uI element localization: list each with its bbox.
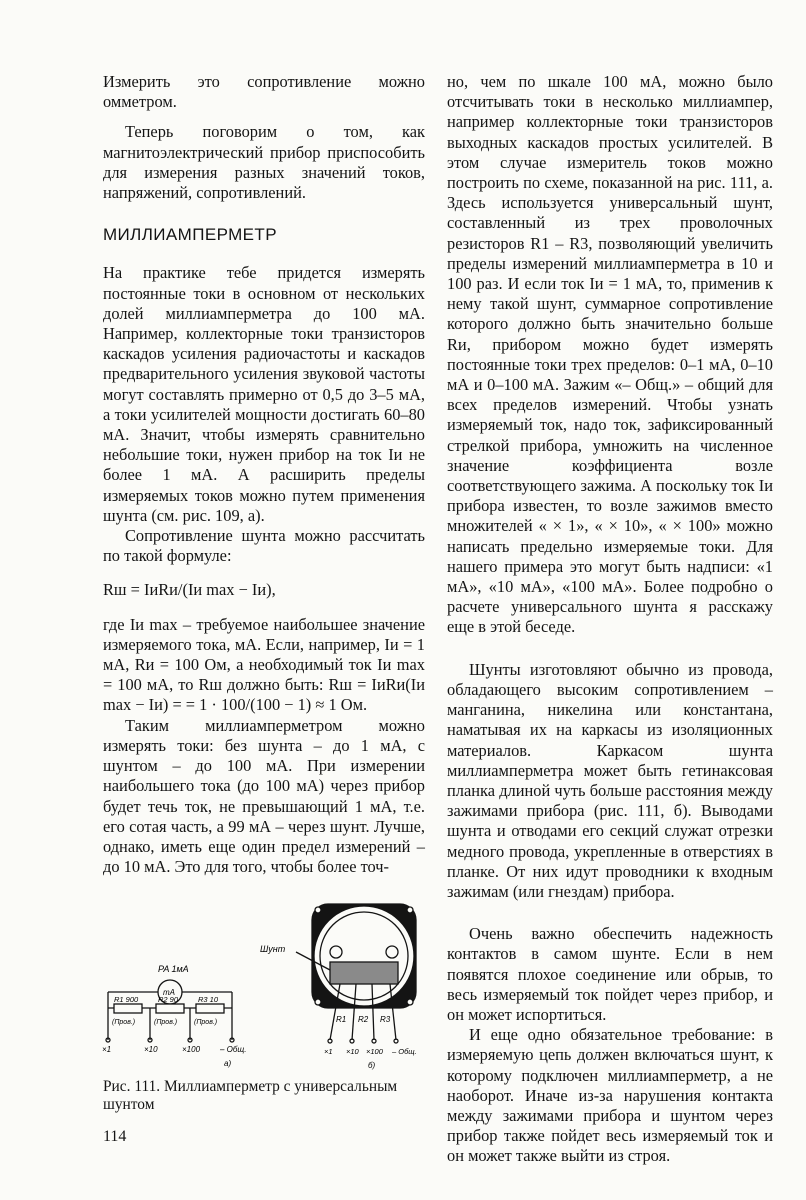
figure-111 — [100, 900, 440, 1075]
r2-label: R2 90 — [158, 995, 179, 1004]
paragraph: И еще одно обязательное требование: в измеряемую цепь должен включаться шунт, к которому подключен миллиамперметр, а не наоборот. Иначе из-за нарушения контакта между зажимами прибора и шунтом через прибор также пойдет весь измеряемый ток и он может также выйти из строя. — [447, 1025, 773, 1166]
wire-label: (Пров.) — [194, 1019, 218, 1026]
label-b: б) — [368, 1061, 376, 1070]
wire-label: (Пров.) — [112, 1019, 136, 1026]
formula: Rш = IиRи/(Iи max − Iи), — [103, 580, 276, 600]
terminal-x10: ×10 — [346, 1047, 359, 1056]
r3-label: R3 10 — [198, 995, 219, 1004]
label-a: а) — [224, 1059, 232, 1068]
r2-label: R2 — [358, 1015, 369, 1024]
page-number: 114 — [103, 1128, 127, 1145]
r1-label: R1 — [336, 1015, 347, 1024]
terminal-x1: ×1 — [324, 1047, 333, 1056]
paragraph: где Iи max – требуемое наибольшее значение измеряемого тока, мА. Если, например, Iи = 1 мА, Rи = 100 Ом, а необходимый ток Iи max = 100 мА, то Rш должно быть: Rш = IиRи(Iи max − Iи) = = 1 · 100/(100 − 1) ≈ 1 Ом. — [103, 614, 425, 715]
r1-label: R1 900 — [114, 995, 139, 1004]
figure-caption: Рис. 111. Миллиамперметр с универсальным шунтом — [103, 1078, 398, 1113]
terminal-x100: ×100 — [182, 1045, 201, 1054]
terminal-common: – Общ. — [220, 1045, 247, 1054]
r3-label: R3 — [380, 1015, 391, 1024]
terminal-x10: ×10 — [144, 1045, 158, 1054]
right-column — [447, 72, 773, 1167]
paragraph: Очень важно обеспечить надежность контактов в самом шунте. Если в нем появятся плохое соединение или обрыв, то весь измеряемый ток пойдет через прибор, и он может испортиться. — [447, 924, 773, 1024]
pa-label: PA 1мА — [158, 964, 189, 974]
meter-label: mA — [163, 988, 175, 997]
terminal-x100: ×100 — [366, 1047, 383, 1056]
paragraph: Теперь поговорим о том, как магнитоэлектрический прибор приспособить для измерения разных значений токов, напряжений, сопротивлений. — [103, 122, 425, 203]
left-column — [103, 72, 425, 877]
paragraph: Измерить это сопротивление можно омметром. — [103, 72, 425, 112]
terminal-common: – Общ. — [392, 1047, 417, 1056]
shunt-label: Шунт — [260, 944, 286, 954]
paragraph: Сопротивление шунта можно рассчитать по такой формуле: — [103, 526, 425, 566]
paragraph: Шунты изготовляют обычно из провода, обладающего высоким сопротивлением – манганина, никелина или константана, наматывая их на каркасы из изоляционных материалов. Каркасом шунта миллиамперметра может быть гетинаксовая планка длиной чуть больше расстояния между зажимами прибора (рис. 111, б). Выводами шунта и отводами его секций служат отрезки медного провода, укрепленные в отверстиях в планке. От них идут проводники к входным зажимам (или гнездам) прибора. — [447, 659, 773, 901]
meter-drawing-b — [296, 904, 416, 1043]
paragraph: На практике тебе придется измерять постоянные токи в основном от нескольких долей миллиамперметра до 100 мА. Например, коллекторные токи транзисторов каскадов усиления радиочастоты и каскадов предварительного усиления звуковой частоты могут составлять примерно от 0,5 до 3–5 мА, а токи усилителей мощности достигать 60–80 мА. Значит, чтобы измерять сравнительно небольшие токи, нужен прибор на ток Iи не более 1 мА. А расширить пределы измеряемых токов можно путем применения шунта (см. рис. 109, а). — [103, 263, 425, 525]
terminal-x1: ×1 — [102, 1045, 112, 1054]
paragraph: но, чем по шкале 100 мА, можно было отсчитывать токи в несколько миллиампер, например коллекторные токи транзисторов выходных каскадов простых усилителей. В этом случае измеритель токов можно построить по схеме, показанной на рис. 111, а. Здесь используется универсальный шунт, составленный из трех проволочных резисторов R1 – R3, позволяющий увеличить пределы измерений миллиамперметра в 10 и 100 раз. И если ток Iи = 1 мА, то, применив к нему такой шунт, суммарное сопротивление которого должно быть значительно больше Rи, прибором можно будет измерять постоянные токи трех пределов: 0–1 мА, 0–10 мА и 0–100 мА. Зажим «– Общ.» – общий для всех пределов измерений. Чтобы узнать измеряемый ток, надо ток, зафиксированный стрелкой прибора, умножить на численное значение коэффициента возле соответствующего зажима. А поскольку ток Iи прибора известен, то возле зажимов вместо множителей « × 1», « × 10», « × 100» можно написать предельно измеряемые токи. Для нашего примера это могут быть надписи: «1 мА», «10 мА», «100 мА». Более подробно о расчете универсального шунта я расскажу еще в этой беседе. — [447, 72, 773, 637]
wire-label: (Пров.) — [154, 1019, 178, 1026]
section-heading: МИЛЛИАМПЕРМЕТР — [103, 225, 277, 245]
paragraph: Таким миллиамперметром можно измерять токи: без шунта – до 1 мА, с шунтом – до 100 мА. При измерении наибольшего тока (до 100 мА) через прибор будет течь ток, не превышающий 1 мА, т.е. его сотая часть, а 99 мА – через шунт. Лучше, однако, иметь еще один предел измерений – до 10 мА. Это для того, чтобы более точ- — [103, 715, 425, 877]
